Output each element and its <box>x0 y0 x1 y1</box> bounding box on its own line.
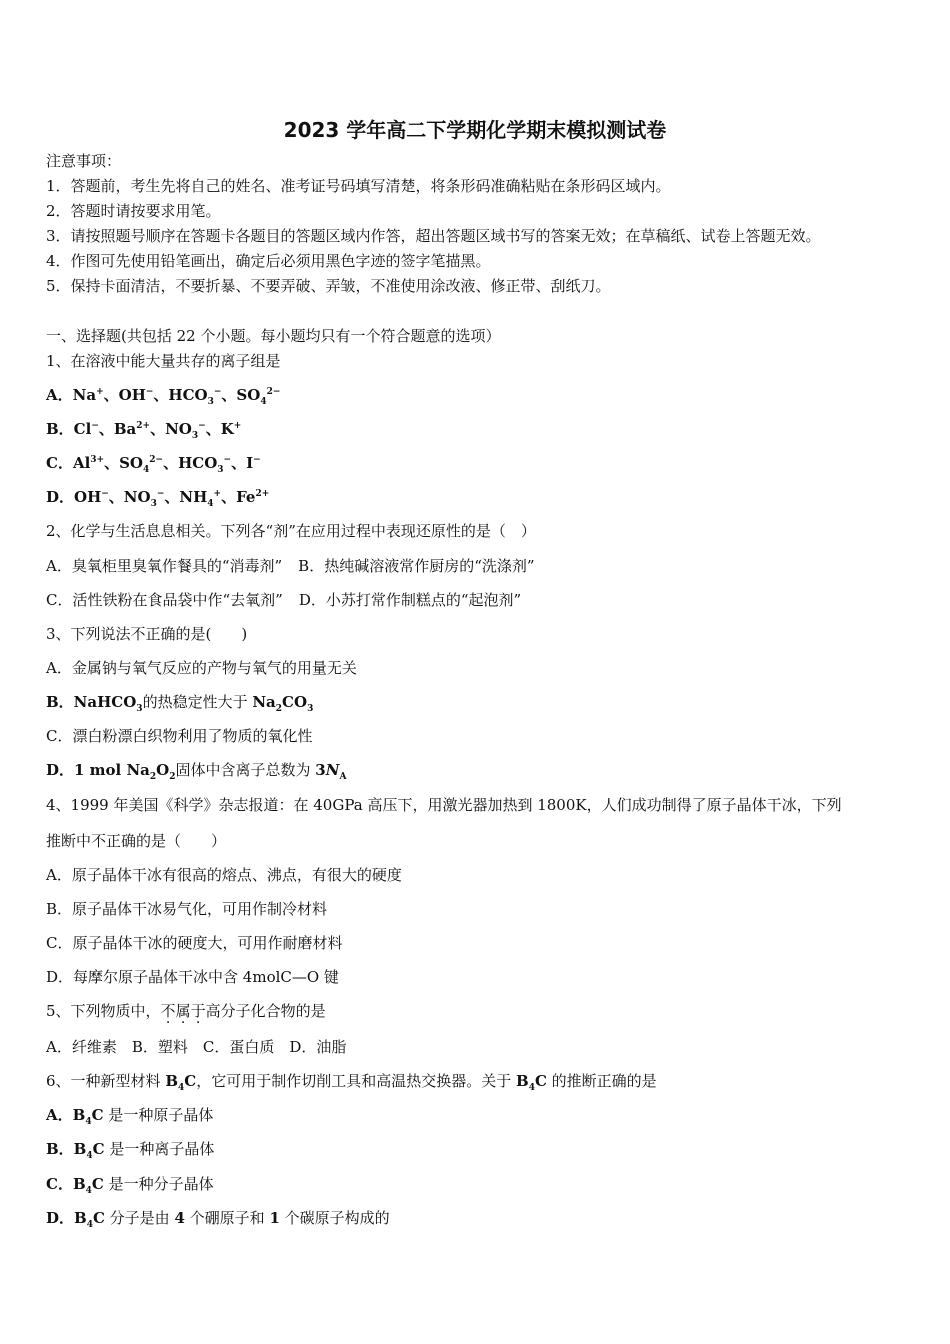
option-c: C．$Al^{3+}$、$SO_4^{2-}$、$HCO_3^-$、I− <box>46 454 261 475</box>
notice-item: 2．答题时请按要求用笔。 <box>46 202 221 220</box>
option-b: B．$B_4C$ 是一种离子晶体 <box>46 1140 215 1161</box>
question-stem-cont: 推断中不正确的是（ ） <box>46 832 227 850</box>
option-row: A．纤维素 B．塑料 C．蛋白质 D．油脂 <box>46 1038 347 1056</box>
option-row <box>46 556 535 576</box>
section-heading: 一、选择题(共包括 22 个小题。每小题均只有一个符合题意的选项） <box>46 327 501 345</box>
option-b: B．原子晶体干冰易气化，可用作制冷材料 <box>46 900 328 918</box>
option-b: B．Cl−、$Ba^{2+}$、$NO_3^-$、K+ <box>46 420 242 441</box>
question-stem: 1、在溶液中能大量共存的离子组是 <box>46 352 281 370</box>
notice-item: 4．作图可先使用铅笔画出，确定后必须用黑色字迹的签字笔描黑。 <box>46 252 491 270</box>
option-d: D．OH−、$NO_3^-$、$NH_4^+$、$Fe^{2+}$ <box>46 488 270 509</box>
option-a: A．$B_4C$ 是一种原子晶体 <box>46 1106 214 1127</box>
question-stem: 2、化学与生活息息相关。下列各“剂”在应用过程中表现还原性的是（ ） <box>46 522 536 540</box>
notice-heading: 注意事项： <box>46 152 122 170</box>
stem-part: 高分子化合物的是 <box>205 1002 326 1020</box>
option-a: A．原子晶体干冰有很高的熔点、沸点，有很大的硬度 <box>46 866 402 884</box>
option-d: D．每摩尔原子晶体干冰中含 4molC—O 键 <box>46 968 339 986</box>
question-stem: 4、1999 年美国《科学》杂志报道：在 40GPa 高压下，用激光器加热到 1800K，人们成功制得了原子晶体干冰，下列 <box>46 796 842 814</box>
option-d: D．$B_4C$ 分子是由 4 个硼原子和 1 个碳原子构成的 <box>46 1209 390 1230</box>
option-c: C．$B_4C$ 是一种分子晶体 <box>46 1175 214 1196</box>
option-d: D．小苏打常作制糕点的“起泡剂” <box>298 591 522 609</box>
notice-item: 1．答题前，考生先将自己的姓名、准考证号码填写清楚，将条形码准确粘贴在条形码区域内。 <box>46 177 671 195</box>
question-stem <box>46 1001 326 1021</box>
option-c: C．原子晶体干冰的硬度大，可用作耐磨材料 <box>46 934 343 952</box>
page-title: 2023 学年高二下学期化学期末模拟测试卷 <box>283 118 667 142</box>
notice-item: 5．保持卡面清洁，不要折暴、不要弄破、弄皱，不准使用涂改液、修正带、刮纸刀。 <box>46 277 611 295</box>
emphasis-char: 属 <box>175 1002 191 1020</box>
emphasis-char: 于 <box>190 1002 206 1020</box>
option-a: A．Na+、OH−、$HCO_3^-$、$SO_4^{2-}$ <box>46 386 281 407</box>
question-stem: 6、一种新型材料 $B_4C$，它可用于制作切削工具和高温热交换器。关于 $B_4C$ 的推断正确的是 <box>46 1072 657 1093</box>
option-b: B．热纯碱溶液常作厨房的“洗涤剂” <box>298 557 535 575</box>
option-a: A．臭氧柜里臭氧作餐具的“消毒剂” <box>46 557 283 575</box>
emphasis-char: 不 <box>160 1002 176 1020</box>
stem-part: 5、下列物质中， <box>46 1002 161 1020</box>
option-c: C．漂白粉漂白织物利用了物质的氧化性 <box>46 727 313 745</box>
question-stem: 3、下列说法不正确的是( ) <box>46 625 248 643</box>
notice-item: 3．请按照题号顺序在答题卡各题目的答题区域内作答，超出答题区域书写的答案无效；在草稿纸、试卷上答题无效。 <box>46 227 821 245</box>
option-b: B．NaHCO$_3$的热稳定性大于 $Na_2CO_3$ <box>46 693 314 714</box>
option-a: A．金属钠与氧气反应的产物与氧气的用量无关 <box>46 659 357 677</box>
option-c: C．活性铁粉在食品袋中作“去氧剂” <box>46 591 283 609</box>
option-row <box>46 590 521 610</box>
option-d: D．1 mol $Na_2O_2$固体中含离子总数为 $3N_A$ <box>46 761 347 782</box>
